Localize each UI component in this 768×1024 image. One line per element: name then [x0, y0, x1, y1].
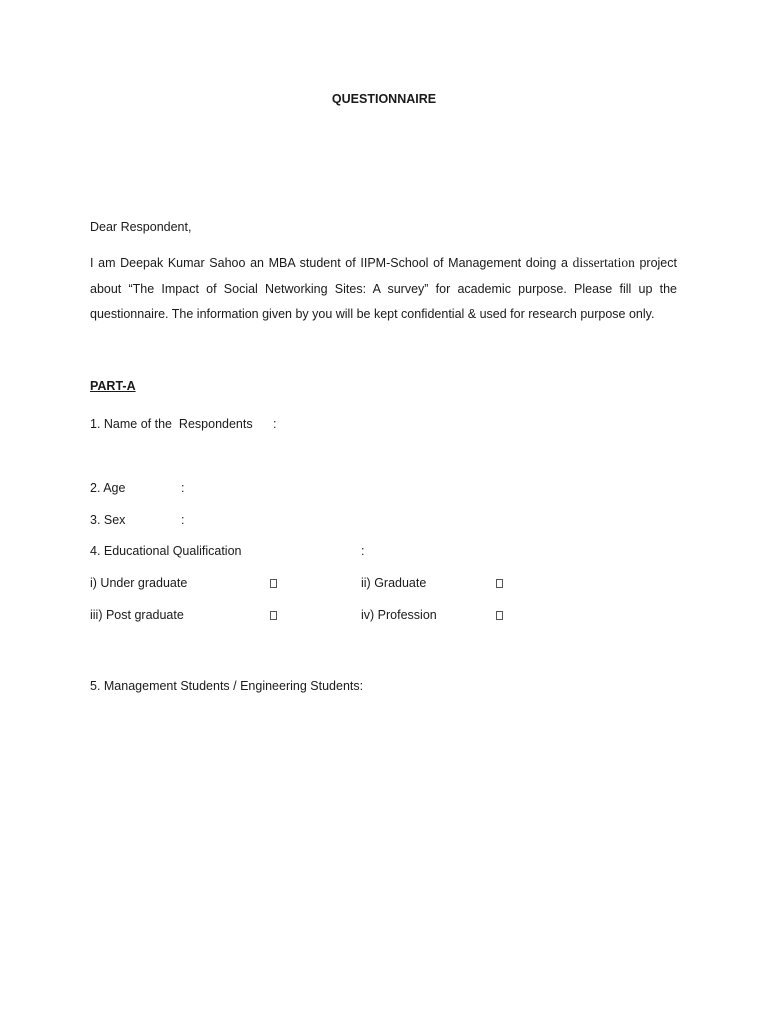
- q3-sex-label: 3. Sex: [90, 513, 126, 527]
- page-title: QUESTIONNAIRE: [331, 92, 437, 106]
- option-under-graduate-checkbox[interactable]: [270, 575, 277, 591]
- option-graduate-label: ii) Graduate: [361, 576, 427, 590]
- q1-name-label: 1. Name of the Respondents: [90, 417, 253, 431]
- option-graduate-checkbox[interactable]: [496, 575, 503, 591]
- option-post-graduate-checkbox[interactable]: [270, 607, 277, 623]
- intro-text-end: project about “The Impact of Social Networking Sites: A survey” for academic purpose. Please fill up the questionnaire. The information given by you will be kept confidential & used for research purpose only.: [90, 256, 677, 321]
- checkbox-icon: [270, 579, 277, 588]
- q1-colon: :: [273, 417, 277, 431]
- option-profession-label: iv) Profession: [361, 608, 437, 622]
- q2-colon: :: [181, 481, 185, 495]
- intro-serif-word: dissertation: [572, 255, 635, 270]
- q4-education-label: 4. Educational Qualification: [90, 544, 242, 558]
- q5-student-type-label: 5. Management Students / Engineering Students:: [90, 679, 364, 693]
- intro-text-start: I am Deepak Kumar Sahoo an MBA student of IIPM-School of Management doing a: [90, 256, 573, 270]
- checkbox-icon: [496, 579, 503, 588]
- option-profession-checkbox[interactable]: [496, 607, 503, 623]
- q3-colon: :: [181, 513, 185, 527]
- q2-age-label: 2. Age: [90, 481, 126, 495]
- salutation: Dear Respondent,: [90, 220, 192, 234]
- checkbox-icon: [270, 611, 277, 620]
- checkbox-icon: [496, 611, 503, 620]
- option-post-graduate-label: iii) Post graduate: [90, 608, 184, 622]
- part-a-heading: PART-A: [90, 379, 136, 393]
- q4-colon: :: [361, 544, 365, 558]
- option-under-graduate-label: i) Under graduate: [90, 576, 188, 590]
- intro-paragraph: [90, 250, 677, 328]
